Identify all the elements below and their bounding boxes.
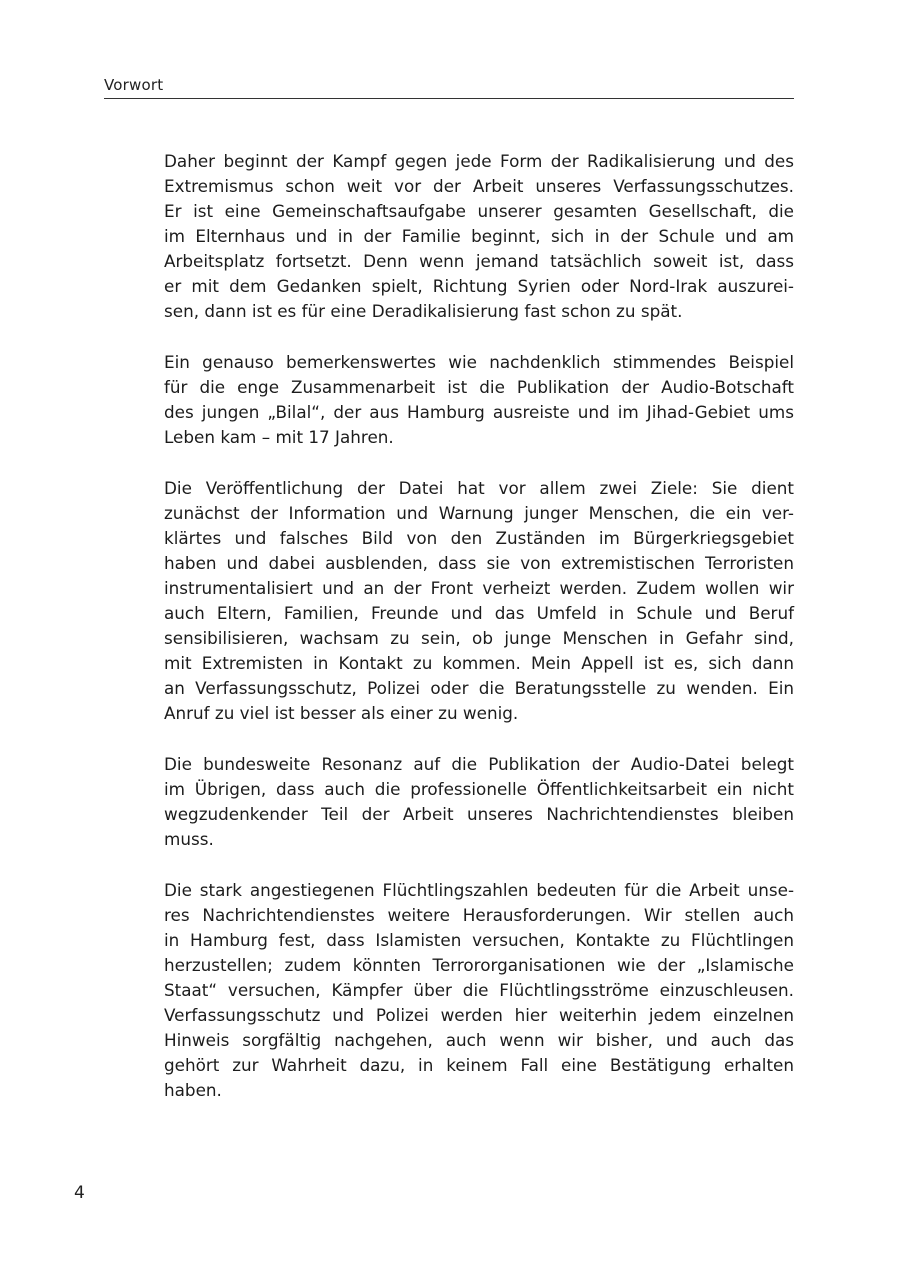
paragraph — [164, 350, 794, 450]
text-line: auch Eltern, Familien, Freunde und das Umfeld in Schule und Beruf — [164, 603, 794, 623]
paragraph — [164, 878, 794, 1103]
text-line: Extremismus schon weit vor der Arbeit unseres Verfassungsschutzes. — [164, 176, 794, 196]
text-line: des jungen „Bilal“, der aus Hamburg ausreiste und im Jihad-Gebiet ums — [164, 402, 794, 422]
text-line: im Elternhaus und in der Familie beginnt, sich in der Schule und am — [164, 226, 794, 246]
text-line: Leben kam – mit 17 Jahren. — [164, 427, 394, 447]
text-line: Er ist eine Gemeinschaftsaufgabe unserer gesamten Gesellschaft, die — [164, 201, 794, 221]
text-line: Arbeitsplatz fortsetzt. Denn wenn jemand tatsächlich soweit ist, dass — [164, 251, 794, 271]
text-line: mit Extremisten in Kontakt zu kommen. Mein Appell ist es, sich dann — [164, 653, 794, 673]
text-line: Die bundesweite Resonanz auf die Publikation der Audio-Datei belegt — [164, 754, 794, 774]
text-line: im Übrigen, dass auch die professionelle Öffentlichkeitsarbeit ein nicht — [164, 779, 794, 799]
text-line: sen, dann ist es für eine Deradikalisierung fast schon zu spät. — [164, 301, 683, 321]
text-line: er mit dem Gedanken spielt, Richtung Syrien oder Nord-Irak auszurei- — [164, 276, 794, 296]
text-line: an Verfassungsschutz, Polizei oder die Beratungsstelle zu wenden. Ein — [164, 678, 794, 698]
text-line: herzustellen; zudem könnten Terrororganisationen wie der „Islamische — [164, 955, 794, 975]
text-line: res Nachrichtendienstes weitere Herausforderungen. Wir stellen auch — [164, 905, 794, 925]
text-line: muss. — [164, 829, 214, 849]
paragraph — [164, 752, 794, 852]
text-line: zunächst der Information und Warnung junger Menschen, die ein ver- — [164, 503, 794, 523]
paragraph — [164, 149, 794, 324]
text-line: haben und dabei ausblenden, dass sie von extremistischen Terroristen — [164, 553, 794, 573]
text-line: Verfassungsschutz und Polizei werden hier weiterhin jedem einzelnen — [164, 1005, 794, 1025]
paragraph — [164, 476, 794, 726]
text-line: Ein genauso bemerkenswertes wie nachdenklich stimmendes Beispiel — [164, 352, 794, 372]
text-line: gehört zur Wahrheit dazu, in keinem Fall eine Bestätigung erhalten — [164, 1055, 794, 1075]
text-line: Hinweis sorgfältig nachgehen, auch wenn wir bisher, und auch das — [164, 1030, 794, 1050]
text-line: Staat“ versuchen, Kämpfer über die Flüchtlingsströme einzuschleusen. — [164, 980, 794, 1000]
text-line: wegzudenkender Teil der Arbeit unseres Nachrichtendienstes bleiben — [164, 804, 794, 824]
text-line: instrumentalisiert und an der Front verheizt werden. Zudem wollen wir — [164, 578, 794, 598]
text-line: klärtes und falsches Bild von den Zuständen im Bürgerkriegsgebiet — [164, 528, 794, 548]
text-line: haben. — [164, 1080, 222, 1100]
text-line: sensibilisieren, wachsam zu sein, ob junge Menschen in Gefahr sind, — [164, 628, 794, 648]
text-line: Anruf zu viel ist besser als einer zu wenig. — [164, 703, 519, 723]
text-line: Die stark angestiegenen Flüchtlingszahlen bedeuten für die Arbeit unse- — [164, 880, 794, 900]
running-header-title: Vorwort — [104, 76, 164, 94]
text-line: in Hamburg fest, dass Islamisten versuchen, Kontakte zu Flüchtlingen — [164, 930, 794, 950]
text-line: Die Veröffentlichung der Datei hat vor allem zwei Ziele: Sie dient — [164, 478, 794, 498]
page-number: 4 — [74, 1183, 85, 1203]
text-line: für die enge Zusammenarbeit ist die Publikation der Audio-Botschaft — [164, 377, 794, 397]
text-line: Daher beginnt der Kampf gegen jede Form der Radikalisierung und des — [164, 151, 794, 171]
header-divider — [104, 98, 794, 99]
body-text — [164, 149, 794, 1129]
